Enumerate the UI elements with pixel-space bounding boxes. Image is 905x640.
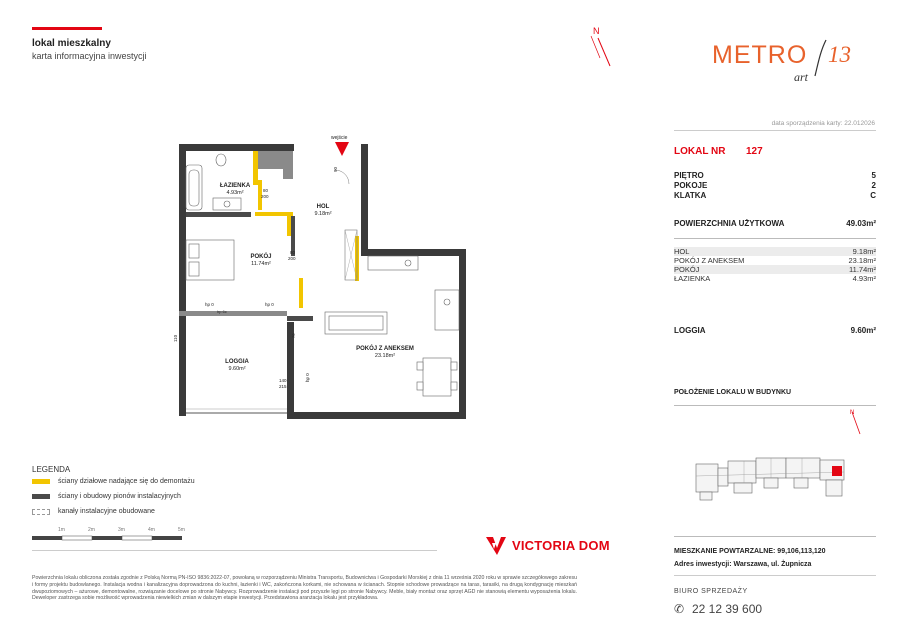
- legend-label: ściany działowe nadające się do demontażu: [58, 478, 195, 485]
- info-value: C: [870, 191, 876, 200]
- scale-label: 3m: [118, 527, 125, 533]
- building-position-title: POŁOŻENIE LOKALU W BUDYNKU: [674, 389, 792, 396]
- legal-disclaimer: Powierzchnia lokalu obliczona została zgodnie z Polską Normą PN-ISO 9836:2022-07, powołaną w rozporządzeniu Ministra Transportu, Budownictwa i Gospodarki Morskiej z dnia 11 września 2020 roku w sprawie szczegółowego zakresu i formy projektu budowlanego. Instalacja wodna i kanalizacyjna doprowadzona do kuchni, łazienki i WC, zakończona korkami, nie schowana w ścianach. Stopnie schodowe prowadzące na taras, tarasiki, na drugą kondygnację mieszkań dwupoziomowych – ażurowe, demontowalne, rozwiązanie docelowe po stronie Nabywcy. Rozprowadzenie instalacji pod przyszłe lęgi po stronie Nabywcy. Meble, biały montaż oraz sprzęt AGD nie stanowią elementu wyposażenia lokalu. Deweloper zastrzega sobie możliwość wprowadzenia niewielkich zmian w dalszym etapie inwestycji. Przedstawiona aranżacja lokalu jest przykładowa.: [32, 575, 577, 602]
- logo-slash-icon: [812, 38, 832, 78]
- lokal-number-label: LOKAL NR: [674, 146, 726, 157]
- bathroom-fixtures: [186, 154, 244, 210]
- door-height: 200: [261, 194, 269, 199]
- room-row: [674, 274, 876, 283]
- entrance-label: wejście: [331, 135, 348, 141]
- victoria-dom-icon: [484, 533, 508, 557]
- legend-item: [32, 508, 155, 515]
- map-north-label: N: [850, 410, 855, 416]
- sofa: [325, 312, 387, 334]
- legend-item: [32, 493, 181, 500]
- loggia-row: [674, 326, 876, 335]
- bath-area: 4.93m²: [226, 190, 244, 196]
- apartment-marker: [832, 466, 842, 476]
- door-dim: 70: [291, 333, 296, 338]
- scale-label: 1m: [58, 527, 65, 533]
- room-label: POKÓJ Z ANEKSEM: [674, 256, 745, 265]
- window-hp: hp 6c: [217, 309, 227, 314]
- window-hp: hp 0: [305, 373, 310, 382]
- room-row: [674, 247, 876, 256]
- developer-name: VICTORIA DOM: [512, 537, 610, 553]
- logo-number: 13: [828, 42, 851, 67]
- window-hp: hp 0: [265, 302, 274, 307]
- building-outline: [674, 406, 876, 536]
- info-label: KLATKA: [674, 191, 707, 200]
- scale-bar: [32, 524, 192, 546]
- room-value: 23.18m²: [848, 256, 876, 265]
- logo-script: art: [794, 70, 809, 84]
- room-name: POKÓJ: [250, 254, 272, 260]
- room-value: 11.74m²: [849, 265, 876, 274]
- compass-north-label: N: [593, 26, 600, 36]
- door-dim: 110: [173, 334, 178, 342]
- room-value: 4.93m²: [852, 274, 876, 283]
- info-label: POKOJE: [674, 181, 708, 190]
- legend-swatch: [32, 494, 50, 499]
- loggia-label: LOGGIA: [674, 326, 706, 335]
- loggia-area: 9.60m²: [228, 366, 246, 372]
- living-name: POKÓJ Z ANEKSEM: [356, 346, 414, 352]
- victoria-dom-logo: [484, 533, 610, 557]
- room-label: HOL: [674, 247, 690, 256]
- door-dim: 215: [279, 384, 287, 389]
- room-area: 11.74m²: [251, 261, 271, 267]
- sales-phone[interactable]: 22 12 39 600: [692, 602, 763, 616]
- door-width: 90: [333, 166, 338, 172]
- door-dim: 140: [279, 378, 287, 383]
- divider: [674, 238, 876, 239]
- bath-name: ŁAZIENKA: [219, 183, 251, 189]
- dining-table: [417, 358, 457, 396]
- info-row: [674, 171, 876, 180]
- scale-label: 4m: [148, 527, 155, 533]
- metro-art-logo: [712, 38, 862, 98]
- area-value: 49.03m²: [846, 219, 876, 228]
- info-row: [674, 191, 876, 200]
- sales-office-label: BIURO SPRZEDAŻY: [674, 588, 748, 595]
- building-position-map: [674, 405, 876, 537]
- legend-swatch: [32, 509, 50, 515]
- repeated-units: MIESZKANIE POWTARZALNE: 99,106,113,120: [674, 548, 826, 555]
- room-label: POKÓJ: [674, 265, 700, 274]
- door-width: 80: [263, 188, 269, 193]
- demountable-walls: [253, 151, 359, 308]
- compass-north-icon: [580, 22, 620, 68]
- info-value: 2: [871, 181, 876, 190]
- area-label: POWIERZCHNIA UŻYTKOWA: [674, 219, 785, 228]
- lokal-number-value: 127: [746, 146, 763, 157]
- investment-address: Adres inwestycji: Warszawa, ul. Żupnicza: [674, 561, 812, 568]
- room-label: ŁAZIENKA: [674, 274, 711, 283]
- legend-label: kanały instalacyjne obudowane: [58, 508, 155, 515]
- window-hp: hp 0: [205, 302, 214, 307]
- room-row: [674, 256, 876, 265]
- room-value: 9.18m²: [852, 247, 876, 256]
- entrance-arrow-icon: [335, 142, 349, 156]
- hall-area: 9.18m²: [314, 211, 332, 217]
- divider: [32, 550, 437, 551]
- loggia-value: 9.60m²: [850, 326, 876, 335]
- room-row: [674, 265, 876, 274]
- legend-label: ściany i obudowy pionów instalacyjnych: [58, 493, 181, 500]
- legend-item: [32, 478, 195, 485]
- legend-swatch: [32, 479, 50, 484]
- header-accent-bar: [32, 27, 102, 30]
- living-area: 23.18m²: [374, 353, 396, 359]
- info-value: 5: [871, 171, 876, 180]
- logo-main-text: METRO: [712, 41, 808, 69]
- scale-label: 2m: [88, 527, 95, 533]
- info-label: PIĘTRO: [674, 171, 704, 180]
- floor-plan: [165, 130, 475, 430]
- info-row: [674, 181, 876, 190]
- loggia-name: LOGGIA: [225, 359, 249, 365]
- document-subtitle: karta informacyjna inwestycji: [32, 51, 147, 61]
- bed: [186, 240, 234, 280]
- scale-label: 5m: [178, 527, 185, 533]
- legend-title: LEGENDA: [32, 465, 71, 474]
- divider: [674, 575, 876, 576]
- area-row: [674, 219, 876, 228]
- document-title: lokal mieszkalny: [32, 38, 111, 49]
- hall-name: HOL: [316, 204, 330, 210]
- door-width: 80: [290, 250, 296, 255]
- date-created: data sporządzenia karty: 22.012026: [771, 120, 875, 127]
- door-height: 200: [288, 256, 296, 261]
- phone-icon: ✆: [674, 602, 685, 616]
- divider: [674, 130, 876, 131]
